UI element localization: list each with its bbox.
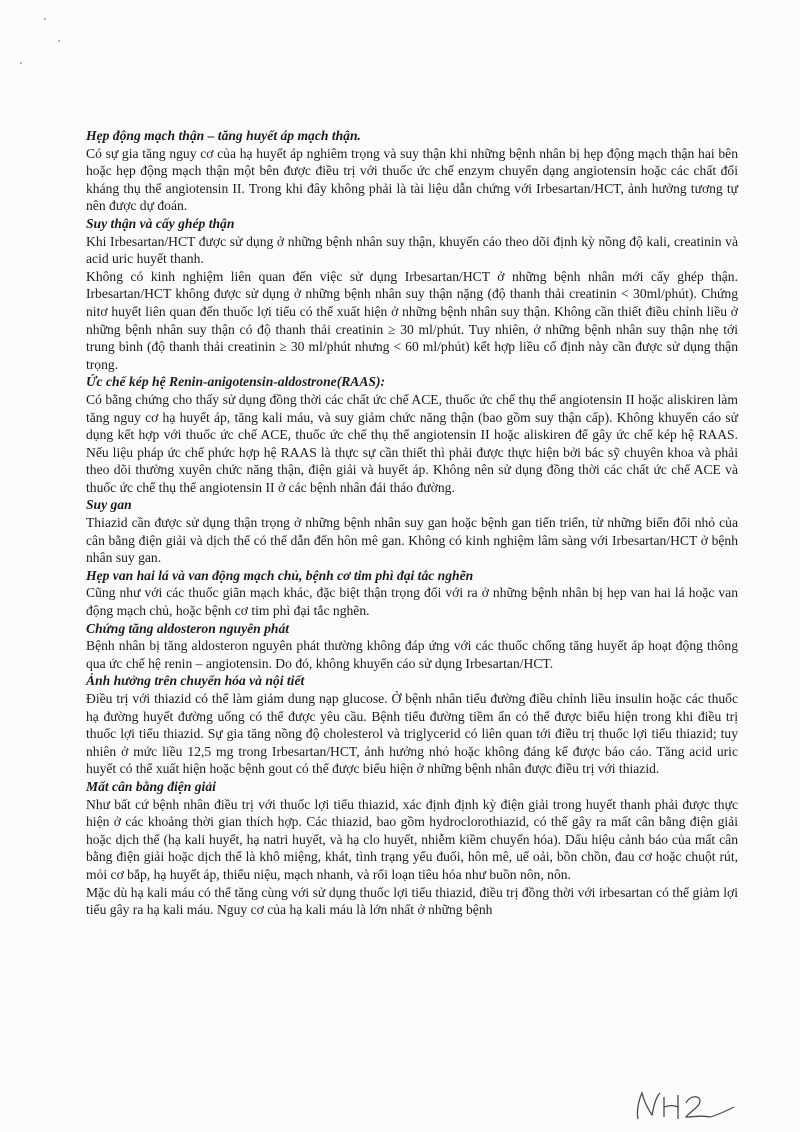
section-heading: Ức chế kép hệ Renin-anigotensin-aldostrone(RAAS):: [86, 374, 386, 390]
scan-speck: [58, 40, 60, 42]
section-metabolic-endocrine: [86, 672, 738, 778]
section-heading: Hẹp động mạch thận – tăng huyết áp mạch thận.: [86, 128, 361, 143]
scan-speck: [44, 18, 46, 20]
section-primary-aldosteronism: [86, 620, 738, 673]
section-heading: Hẹp van hai lá và van động mạch chủ, bệnh cơ tim phì đại tắc nghẽn: [86, 567, 474, 583]
section-heading: Ảnh hưởng trên chuyển hóa và nội tiết: [86, 673, 305, 689]
section-electrolyte-imbalance: [86, 778, 738, 919]
paragraph: Điều trị với thiazid có thể làm giảm dung nạp glucose. Ở bệnh nhân tiểu đường điều chỉnh liều insulin hoặc các thuốc hạ đường huyết đường uống có thể được yêu cầu. Bệnh tiểu đường tiềm ẩn có thể được biểu hiện trong khi điều trị thuốc lợi tiểu thiazid. Sự gia tăng nồng độ cholesterol và triglycerid có liên quan tới điều trị thuốc lợi tiểu thiazid; tuy nhiên ở mức liều 12,5 mg trong Irbesartan/HCT, ảnh hưởng nhỏ hoặc không đáng kể được báo cáo. Tăng acid uric huyết có thể xuất hiện hoặc bệnh gout có thể được biểu hiện ở những bệnh nhân được điều trị với thiazid.: [86, 691, 738, 777]
paragraph: Khi Irbesartan/HCT được sử dụng ở những bệnh nhân suy thận, khuyến cáo theo dõi định kỳ nồng độ kali, creatinin và acid uric huyết thanh.: [86, 233, 738, 267]
paragraph: Có sự gia tăng nguy cơ của hạ huyết áp nghiêm trọng và suy thận khi những bệnh nhân bị hẹp động mạch thận hai bên hoặc hẹp động mạch thận một bên được điều trị với thuốc ức chế enzym chuyển dạng angiotensin hoặc các chất đối kháng thụ thể angiotensin II. Trong khi đây không phải là tài liệu dẫn chứng với Irbesartan/HCT, ảnh hưởng tương tự nên được dự đoán.: [86, 145, 738, 214]
scan-speck: [20, 62, 22, 64]
section-raas-dual-blockade: [86, 373, 738, 496]
section-renal-artery-stenosis: [86, 127, 738, 215]
paragraph: Mặc dù hạ kali máu có thể tăng cùng với sử dụng thuốc lợi tiểu thiazid, điều trị đồng thời với irbesartan có thể giảm lợi tiểu gây ra hạ kali máu. Nguy cơ của hạ kali máu là lớn nhất ở những bệnh: [86, 884, 738, 918]
section-heading: Chứng tăng aldosteron nguyên phát: [86, 620, 290, 636]
handwritten-signature: [630, 1085, 740, 1125]
paragraph: Có bằng chứng cho thấy sử dụng đồng thời các chất ức chế ACE, thuốc ức chế thụ thể angiotensin II hoặc aliskiren làm tăng nguy cơ hạ huyết áp, tăng kali máu, và suy giảm chức năng thận (bao gồm suy thận cấp). Không khuyến cáo sử dụng kết hợp với thuốc ức chế ACE, thuốc ức chế thụ thể angiotensin II hoặc aliskiren để gây ức chế kép hệ RAAS. Nếu liệu pháp ức chế phức hợp hệ RAAS là thực sự cần thiết thì phải được thực hiện bởi bác sỹ chuyên khoa và phải theo dõi thường xuyên chức năng thận, điện giải và huyết áp. Không nên sử dụng đồng thời các chất ức chế ACE và thuốc ức chế thụ thể angiotensin II ở các bệnh nhân đái tháo đường.: [86, 391, 738, 495]
paragraph: Bệnh nhân bị tăng aldosteron nguyên phát thường không đáp ứng với các thuốc chống tăng huyết áp hoạt động thông qua ức chế hệ renin – angiotensin. Do đó, không khuyến cáo sử dụng Irbesartan/HCT.: [86, 638, 738, 671]
document-body: [86, 127, 738, 919]
section-heading: Suy gan: [86, 497, 132, 513]
paragraph: Cũng như với các thuốc giãn mạch khác, đặc biệt thận trọng đối với ra ở những bệnh nhân bị hẹp van hai lá hoặc van động mạch chủ, hoặc bệnh cơ tim phì đại tắc nghẽn.: [86, 585, 738, 619]
section-heading: Mất cân bằng điện giải: [86, 778, 216, 794]
paragraph: Thiazid cần được sử dụng thận trọng ở những bệnh nhân suy gan hoặc bệnh gan tiến triển, từ những biến đổi nhỏ của cân bằng điện giải và dịch thể có thể dẫn đến hôn mê gan. Không có kinh nghiệm lâm sàng với Irbesartan/HCT ở bệnh nhân suy gan.: [86, 515, 738, 566]
section-hepatic-impairment: [86, 496, 738, 566]
section-renal-impairment: [86, 215, 738, 373]
section-valve-stenosis: [86, 567, 738, 620]
paragraph: Như bất cứ bệnh nhân điều trị với thuốc lợi tiểu thiazid, xác định định kỳ điện giải trong huyết thanh phải được thực hiện ở các khoảng thời gian thích hợp. Các thiazid, bao gồm hydroclorothiazid, có thể gây ra mất cân bằng điện giải hoặc dịch thể (hạ kali huyết, hạ natri huyết, và hạ clo huyết, nhiễm kiềm chuyển hóa). Dấu hiệu cảnh báo của mất cân bằng điện giải hoặc dịch thể là khô miệng, khát, tình trạng yếu đuối, hôn mê, uể oải, bồn chồn, đau cơ hoặc chuột rút, mỏi cơ bắp, hạ huyết áp, thiểu niệu, mạch nhanh, và rối loạn tiêu hóa như buồn nôn, nôn.: [86, 796, 738, 882]
paragraph: Không có kinh nghiệm liên quan đến việc sử dụng Irbesartan/HCT ở những bệnh nhân mới cấy ghép thận. Irbesartan/HCT không được sử dụng ở những bệnh nhân suy thận nặng (độ thanh thải creatinin < 30ml/phút). Chứng nitơ huyết liên quan đến thuốc lợi tiểu có thể xuất hiện ở những bệnh nhân suy thận. Không cần thiết điều chỉnh liều ở những bệnh nhân suy thận có độ thanh thải creatinin ≥ 30 ml/phút. Tuy nhiên, ở những bệnh nhân suy thận nhẹ tới trung bình (độ thanh thải creatinin ≥ 30 ml/phút nhưng < 60 ml/phút) kết hợp liều cố định này cần được sử dụng thận trọng.: [86, 268, 738, 372]
section-heading: Suy thận và cấy ghép thận: [86, 215, 235, 231]
